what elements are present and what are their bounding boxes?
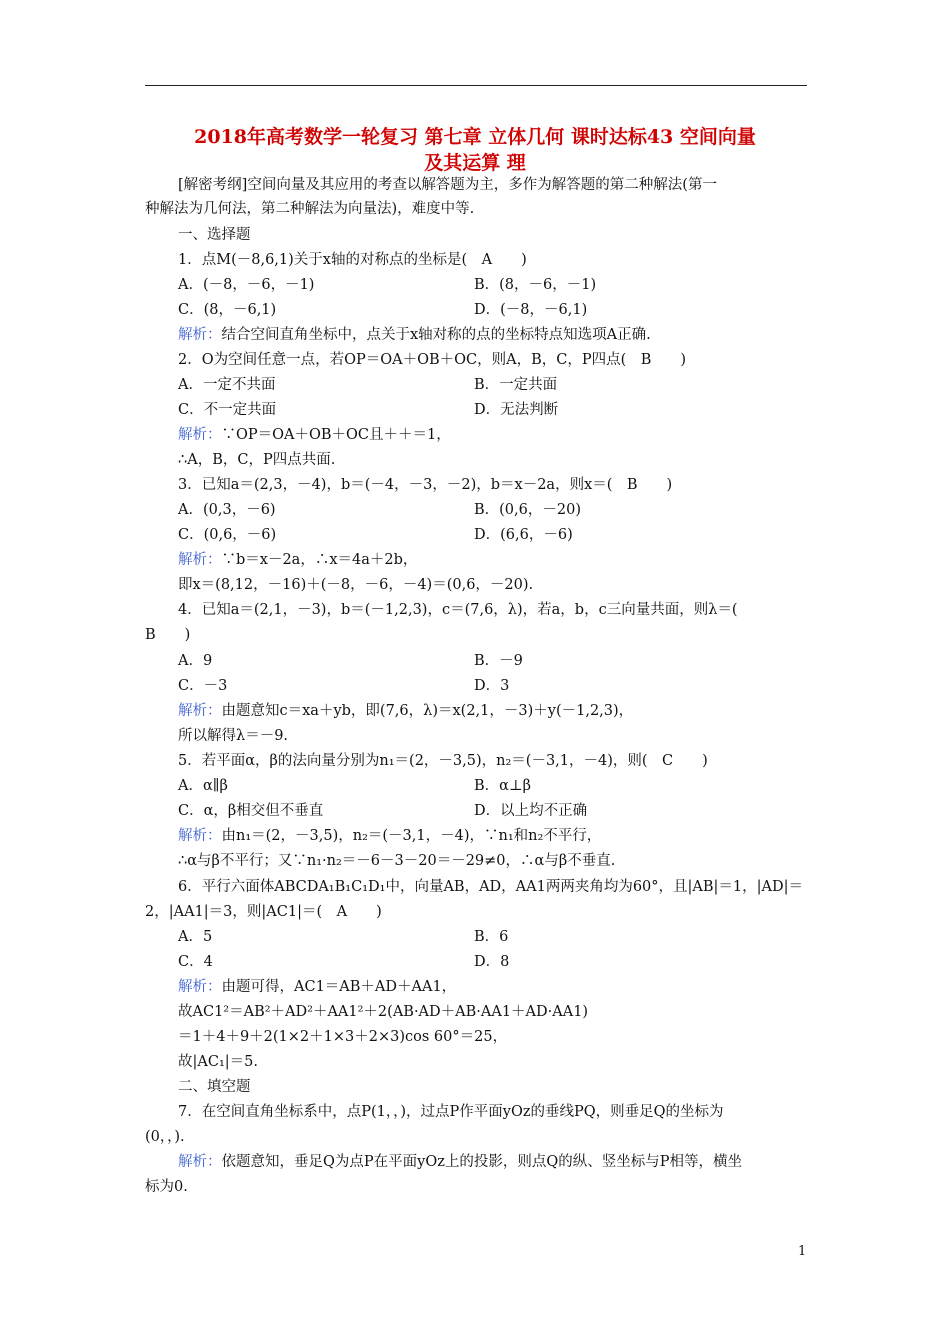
header-rule [145, 85, 807, 86]
q4-solution-line2: 所以解得λ＝－9. [178, 728, 289, 744]
q6-option-b: B．6 [474, 929, 509, 945]
q7-solution-text: 依题意知，垂足Q为点P在平面yOz上的投影，则点Q的纵、竖坐标与P相等，横坐 [221, 1154, 743, 1170]
intro-line1: [解密考纲]空间向量及其应用的考查以解答题为主，多作为解答题的第二种解法(第一 [178, 177, 717, 193]
document-title-line1: 2018年高考数学一轮复习 第七章 立体几何 课时达标43 空间向量 [194, 126, 756, 148]
q6-option-a: A．5 [178, 929, 213, 945]
q6-option-c: C．4 [178, 954, 213, 970]
q4-option-d: D．3 [474, 678, 510, 694]
q5-option-c: C．α，β相交但不垂直 [178, 803, 324, 819]
q2-option-c: C．不一定共面 [178, 402, 277, 418]
q5-stem: 5．若平面α，β的法向量分别为n₁＝(2，－3,5)，n₂＝(－3,1，－4)，则( C ) [178, 753, 708, 769]
q7-stem-line1: 7．在空间直角坐标系中，点P(1，，)，过点P作平面yOz的垂线PQ，则垂足Q的坐标为 [178, 1104, 724, 1120]
q5-solution-line2: ∴α与β不平行；又∵n₁·n₂＝－6－3－20＝－29≠0，∴α与β不垂直. [178, 853, 616, 869]
q5-option-b: B．α⊥β [474, 778, 531, 794]
q7-stem-line2: (0，，). [145, 1129, 185, 1145]
q2-solution-label: 解析： [178, 427, 222, 443]
q3-option-d: D．(6,6，－6) [474, 527, 573, 543]
q2-option-d: D．无法判断 [474, 402, 559, 418]
q3-option-c: C．(0,6，－6) [178, 527, 277, 543]
q2-option-b: B．一定共面 [474, 377, 558, 393]
q1-solution-label: 解析： [178, 327, 222, 343]
q4-stem-line2: B ) [145, 627, 191, 643]
q3-solution-text: ∵b＝x－2a，∴x＝4a＋2b， [221, 552, 418, 568]
q5-option-d: D．以上均不正确 [474, 803, 588, 819]
q1-option-b: B．(8，－6，－1) [474, 277, 597, 293]
q3-solution-line2: 即x＝(8,12，－16)＋(－8，－6，－4)＝(0,6，－20). [178, 577, 534, 593]
q2-solution-line2: ∴A，B，C，P四点共面. [178, 452, 336, 468]
q2-solution-text: ∵OP＝OA＋OB＋OC且＋＋＝1， [221, 427, 451, 443]
q1-solution [178, 324, 651, 346]
q6-solution-line3: ＝1＋4＋9＋2(1×2＋1×3＋2×3)cos 60°＝25， [178, 1029, 508, 1045]
q1-solution-text: 结合空间直角坐标中，点关于x轴对称的点的坐标特点知选项A正确. [221, 327, 651, 343]
q4-solution-text: 由题意知c＝xa＋yb，即(7,6，λ)＝x(2,1，－3)＋y(－1,2,3)， [221, 703, 634, 719]
q4-option-a: A．9 [178, 653, 213, 669]
q6-stem-line1: 6．平行六面体ABCDA₁B₁C₁D₁中，向量AB，AD，AA1两两夹角均为60°，且|AB|＝1，|AD|＝ [178, 879, 804, 895]
q6-option-d: D．8 [474, 954, 510, 970]
q4-option-b: B．－9 [474, 653, 523, 669]
q6-solution-line2: 故AC1²＝AB²＋AD²＋AA1²＋2(AB·AD＋AB·AA1＋AD·AA1) [178, 1004, 589, 1020]
q1-option-a: A．(－8，－6，－1) [178, 277, 315, 293]
q1-stem: 1．点M(－8,6,1)关于x轴的对称点的坐标是( A ) [178, 252, 527, 268]
q7-solution-line2: 标为0. [145, 1179, 188, 1195]
q3-solution [178, 549, 417, 571]
q5-solution-text: 由n₁＝(2，－3,5)，n₂＝(－3,1，－4)，∵n₁和n₂不平行， [221, 828, 602, 844]
q5-solution [178, 825, 601, 847]
q3-stem: 3．已知a＝(2,3，－4)，b＝(－4，－3，－2)，b＝x－2a，则x＝( B ) [178, 477, 673, 493]
section-fill-heading: 二、填空题 [178, 1079, 251, 1095]
q4-option-c: C．－3 [178, 678, 228, 694]
q1-option-c: C．(8，－6,1) [178, 302, 277, 318]
q6-stem-line2: 2，|AA1|＝3，则|AC1|＝( A ) [145, 904, 382, 920]
q6-solution-text: 由题可得，AC1＝AB＋AD＋AA1， [221, 979, 457, 995]
q2-stem: 2．O为空间任意一点，若OP＝OA＋OB＋OC，则A，B，C，P四点( B ) [178, 352, 687, 368]
q2-solution [178, 424, 451, 446]
q4-stem-line1: 4．已知a＝(2,1，－3)，b＝(－1,2,3)，c＝(7,6，λ)，若a，b，c三向量共面，则λ＝( [178, 602, 738, 618]
document-title-line2: 及其运算 理 [424, 152, 526, 174]
page-number: 1 [798, 1244, 807, 1259]
intro-line2: 种解法为几何法，第二种解法为向量法)，难度中等. [145, 201, 475, 217]
q2-option-a: A．一定不共面 [178, 377, 276, 393]
q4-solution [178, 700, 633, 722]
q3-option-b: B．(0,6，－20) [474, 502, 581, 518]
section-choice-heading: 一、选择题 [178, 227, 251, 243]
q6-solution-label: 解析： [178, 979, 222, 995]
q6-solution [178, 976, 456, 998]
q5-solution-label: 解析： [178, 828, 222, 844]
q4-solution-label: 解析： [178, 703, 222, 719]
q3-solution-label: 解析： [178, 552, 222, 568]
q5-option-a: A．α∥β [178, 778, 228, 794]
q7-solution [178, 1151, 742, 1173]
q1-option-d: D．(－8，－6,1) [474, 302, 588, 318]
q3-option-a: A．(0,3，－6) [178, 502, 276, 518]
q6-solution-line4: 故|AC₁|＝5. [178, 1054, 258, 1070]
q7-solution-label: 解析： [178, 1154, 222, 1170]
